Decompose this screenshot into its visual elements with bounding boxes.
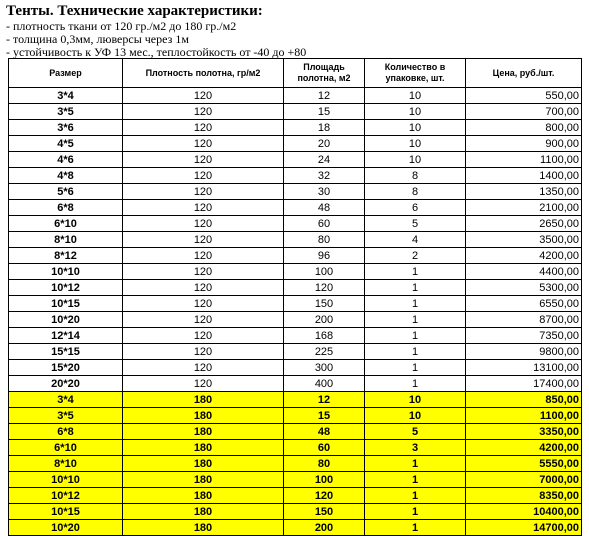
cell-price: 5300,00 <box>466 280 582 296</box>
cell-price: 6550,00 <box>466 296 582 312</box>
table-row <box>9 184 582 200</box>
header-price: Цена, руб./шт. <box>466 59 582 88</box>
cell-size: 6*8 <box>9 200 123 216</box>
cell-size: 3*4 <box>9 88 123 104</box>
cell-price: 800,00 <box>466 120 582 136</box>
table-row <box>9 264 582 280</box>
cell-quantity: 2 <box>365 248 466 264</box>
cell-area: 80 <box>284 456 365 472</box>
cell-area: 30 <box>284 184 365 200</box>
header-area: Площадь полотна, м2 <box>284 59 365 88</box>
table-row <box>9 424 582 440</box>
cell-quantity: 5 <box>365 424 466 440</box>
cell-size: 8*12 <box>9 248 123 264</box>
table-row <box>9 232 582 248</box>
table-row <box>9 120 582 136</box>
cell-density: 120 <box>123 88 284 104</box>
cell-area: 150 <box>284 296 365 312</box>
cell-area: 100 <box>284 264 365 280</box>
table-row <box>9 280 582 296</box>
cell-size: 10*15 <box>9 504 123 520</box>
cell-size: 8*10 <box>9 456 123 472</box>
spec-item: - толщина 0,3мм, люверсы через 1м <box>6 32 189 46</box>
cell-quantity: 4 <box>365 232 466 248</box>
table-row <box>9 88 582 104</box>
cell-size: 4*6 <box>9 152 123 168</box>
cell-quantity: 6 <box>365 200 466 216</box>
cell-area: 150 <box>284 504 365 520</box>
cell-area: 48 <box>284 200 365 216</box>
table-row <box>9 376 582 392</box>
cell-area: 400 <box>284 376 365 392</box>
cell-area: 15 <box>284 104 365 120</box>
cell-density: 180 <box>123 472 284 488</box>
cell-quantity: 1 <box>365 472 466 488</box>
cell-quantity: 10 <box>365 408 466 424</box>
cell-density: 180 <box>123 440 284 456</box>
table-row <box>9 456 582 472</box>
table-row <box>9 296 582 312</box>
cell-density: 120 <box>123 120 284 136</box>
cell-density: 120 <box>123 200 284 216</box>
cell-price: 1100,00 <box>466 152 582 168</box>
cell-area: 120 <box>284 280 365 296</box>
cell-density: 120 <box>123 152 284 168</box>
cell-area: 24 <box>284 152 365 168</box>
cell-quantity: 1 <box>365 328 466 344</box>
table-row <box>9 360 582 376</box>
cell-price: 9800,00 <box>466 344 582 360</box>
cell-density: 120 <box>123 232 284 248</box>
cell-quantity: 10 <box>365 152 466 168</box>
cell-size: 4*8 <box>9 168 123 184</box>
cell-size: 10*10 <box>9 472 123 488</box>
cell-density: 120 <box>123 360 284 376</box>
cell-size: 6*8 <box>9 424 123 440</box>
cell-quantity: 8 <box>365 184 466 200</box>
table-row <box>9 520 582 536</box>
cell-price: 550,00 <box>466 88 582 104</box>
cell-area: 225 <box>284 344 365 360</box>
document-title: Тенты. Технические характеристики: <box>6 3 263 19</box>
cell-density: 120 <box>123 184 284 200</box>
price-table <box>8 58 582 536</box>
cell-size: 4*5 <box>9 136 123 152</box>
cell-quantity: 10 <box>365 120 466 136</box>
cell-quantity: 10 <box>365 136 466 152</box>
cell-area: 60 <box>284 216 365 232</box>
header-size: Размер <box>9 59 123 88</box>
cell-area: 60 <box>284 440 365 456</box>
cell-size: 3*4 <box>9 392 123 408</box>
cell-density: 120 <box>123 344 284 360</box>
cell-density: 120 <box>123 264 284 280</box>
cell-density: 120 <box>123 280 284 296</box>
cell-area: 48 <box>284 424 365 440</box>
cell-price: 4200,00 <box>466 440 582 456</box>
cell-density: 120 <box>123 136 284 152</box>
table-row <box>9 440 582 456</box>
cell-size: 10*12 <box>9 280 123 296</box>
cell-size: 3*5 <box>9 104 123 120</box>
table-header-row <box>9 59 582 88</box>
cell-density: 120 <box>123 328 284 344</box>
cell-quantity: 5 <box>365 216 466 232</box>
cell-area: 18 <box>284 120 365 136</box>
cell-size: 10*15 <box>9 296 123 312</box>
cell-density: 180 <box>123 488 284 504</box>
cell-price: 850,00 <box>466 392 582 408</box>
cell-density: 180 <box>123 520 284 536</box>
table-row <box>9 472 582 488</box>
table-row <box>9 392 582 408</box>
cell-size: 3*5 <box>9 408 123 424</box>
cell-size: 10*10 <box>9 264 123 280</box>
cell-area: 12 <box>284 392 365 408</box>
cell-area: 12 <box>284 88 365 104</box>
cell-area: 168 <box>284 328 365 344</box>
cell-quantity: 1 <box>365 360 466 376</box>
cell-price: 3350,00 <box>466 424 582 440</box>
cell-quantity: 1 <box>365 312 466 328</box>
table-row <box>9 136 582 152</box>
spec-list <box>6 20 306 59</box>
cell-quantity: 10 <box>365 104 466 120</box>
table-row <box>9 344 582 360</box>
cell-area: 300 <box>284 360 365 376</box>
cell-quantity: 1 <box>365 280 466 296</box>
table-row <box>9 168 582 184</box>
cell-size: 6*10 <box>9 440 123 456</box>
table-row <box>9 200 582 216</box>
header-quantity: Количество в упаковке, шт. <box>365 59 466 88</box>
cell-area: 200 <box>284 312 365 328</box>
cell-price: 17400,00 <box>466 376 582 392</box>
cell-quantity: 8 <box>365 168 466 184</box>
cell-size: 10*20 <box>9 312 123 328</box>
cell-density: 180 <box>123 424 284 440</box>
cell-size: 12*14 <box>9 328 123 344</box>
cell-quantity: 1 <box>365 344 466 360</box>
cell-quantity: 10 <box>365 88 466 104</box>
cell-size: 15*20 <box>9 360 123 376</box>
cell-quantity: 1 <box>365 296 466 312</box>
cell-density: 180 <box>123 392 284 408</box>
cell-area: 200 <box>284 520 365 536</box>
cell-quantity: 1 <box>365 520 466 536</box>
cell-price: 1100,00 <box>466 408 582 424</box>
cell-quantity: 10 <box>365 392 466 408</box>
table-row <box>9 488 582 504</box>
cell-size: 8*10 <box>9 232 123 248</box>
table-row <box>9 104 582 120</box>
cell-size: 20*20 <box>9 376 123 392</box>
cell-area: 96 <box>284 248 365 264</box>
table-row <box>9 328 582 344</box>
cell-quantity: 3 <box>365 440 466 456</box>
cell-density: 180 <box>123 456 284 472</box>
cell-price: 5550,00 <box>466 456 582 472</box>
header-density: Плотность полотна, гр/м2 <box>123 59 284 88</box>
cell-size: 3*6 <box>9 120 123 136</box>
cell-price: 2650,00 <box>466 216 582 232</box>
cell-density: 180 <box>123 504 284 520</box>
cell-density: 180 <box>123 408 284 424</box>
cell-price: 1400,00 <box>466 168 582 184</box>
cell-price: 7350,00 <box>466 328 582 344</box>
cell-size: 10*20 <box>9 520 123 536</box>
cell-quantity: 1 <box>365 456 466 472</box>
table-row <box>9 152 582 168</box>
cell-price: 14700,00 <box>466 520 582 536</box>
cell-area: 120 <box>284 488 365 504</box>
table-row <box>9 312 582 328</box>
cell-area: 80 <box>284 232 365 248</box>
cell-size: 15*15 <box>9 344 123 360</box>
cell-price: 7000,00 <box>466 472 582 488</box>
cell-price: 4400,00 <box>466 264 582 280</box>
table-row <box>9 216 582 232</box>
cell-density: 120 <box>123 248 284 264</box>
cell-price: 8350,00 <box>466 488 582 504</box>
cell-quantity: 1 <box>365 504 466 520</box>
cell-size: 6*10 <box>9 216 123 232</box>
cell-price: 1350,00 <box>466 184 582 200</box>
cell-area: 100 <box>284 472 365 488</box>
cell-density: 120 <box>123 312 284 328</box>
cell-price: 700,00 <box>466 104 582 120</box>
cell-price: 2100,00 <box>466 200 582 216</box>
cell-area: 32 <box>284 168 365 184</box>
cell-quantity: 1 <box>365 264 466 280</box>
cell-price: 3500,00 <box>466 232 582 248</box>
cell-price: 10400,00 <box>466 504 582 520</box>
cell-price: 8700,00 <box>466 312 582 328</box>
cell-area: 20 <box>284 136 365 152</box>
cell-area: 15 <box>284 408 365 424</box>
spec-item: - устойчивость к УФ 13 мес., теплостойкость от -40 до +80 <box>6 45 307 59</box>
cell-price: 4200,00 <box>466 248 582 264</box>
cell-density: 120 <box>123 376 284 392</box>
table-row <box>9 408 582 424</box>
cell-size: 10*12 <box>9 488 123 504</box>
cell-density: 120 <box>123 296 284 312</box>
cell-price: 900,00 <box>466 136 582 152</box>
cell-density: 120 <box>123 168 284 184</box>
cell-density: 120 <box>123 104 284 120</box>
cell-quantity: 1 <box>365 376 466 392</box>
cell-price: 13100,00 <box>466 360 582 376</box>
cell-quantity: 1 <box>365 488 466 504</box>
spec-item: - плотность ткани от 120 гр./м2 до 180 гр./м2 <box>6 19 237 33</box>
table-row <box>9 504 582 520</box>
cell-density: 120 <box>123 216 284 232</box>
cell-size: 5*6 <box>9 184 123 200</box>
table-row <box>9 248 582 264</box>
